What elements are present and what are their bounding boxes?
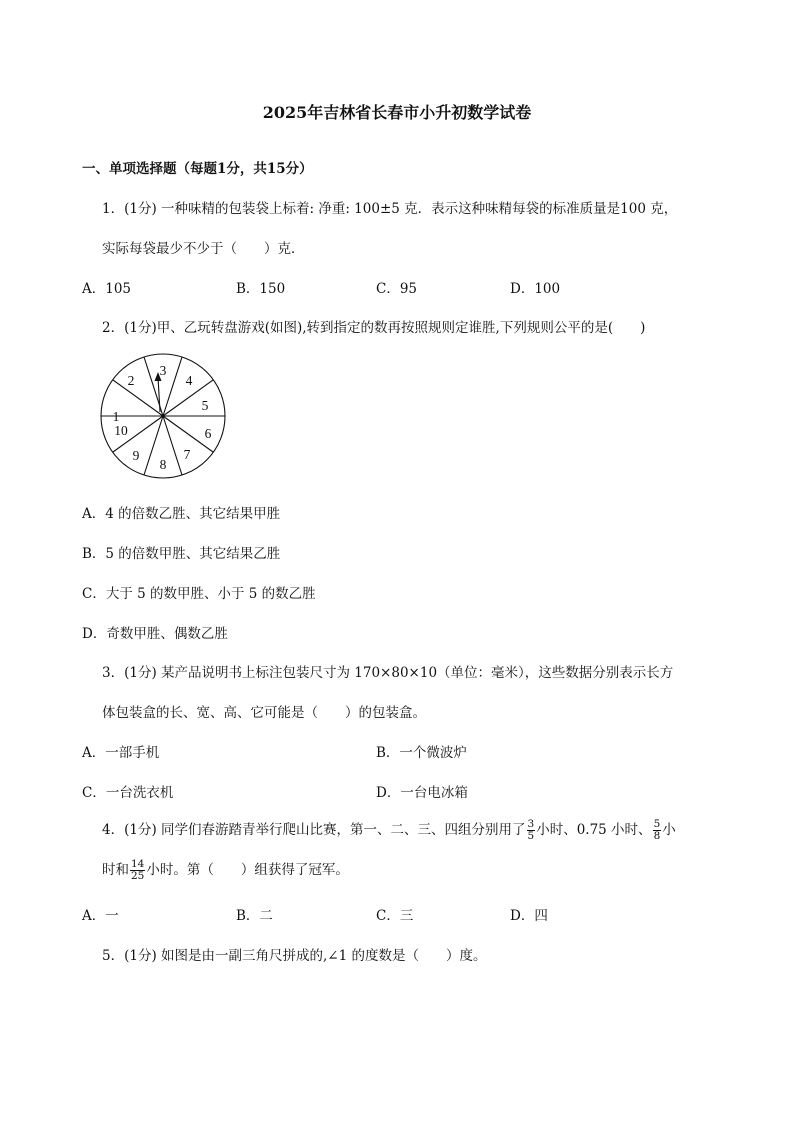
spinner-number-1: 1: [112, 409, 120, 424]
q1-option-c: C．95: [376, 281, 418, 297]
spinner-figure: [96, 350, 232, 482]
spinner-number-10: 10: [114, 423, 128, 438]
question-1-line-1: 1．(1分) 一种味精的包装袋上标着: 净重: 100±5 克．表示这种味精每袋的标准质量是100 克，: [102, 201, 678, 217]
spinner-number-5: 5: [201, 398, 209, 413]
q3-option-d: D．一台电冰箱: [376, 785, 468, 801]
q4-text-part-3: 小: [662, 822, 676, 838]
question-5-line-1: 5．(1分) 如图是由一副三角尺拼成的,∠1 的度数是（ ）度。: [102, 948, 487, 964]
q4-text-part-2: 小时、0.75 小时、: [536, 822, 652, 838]
q1-option-d: D．100: [510, 281, 561, 297]
page-title: 2025年吉林省长春市小升初数学试卷: [262, 103, 532, 122]
q2-option-a: A．4 的倍数乙胜、其它结果甲胜: [82, 506, 281, 522]
spinner-number-9: 9: [132, 448, 140, 463]
spinner-number-7: 7: [183, 447, 191, 462]
fraction-5-8: [653, 819, 662, 842]
q4-text-part-5: 小时。第（ ）组获得了冠军。: [146, 862, 349, 878]
q3-option-a: A．一部手机: [82, 745, 160, 761]
q1-option-b: B．150: [236, 281, 286, 297]
spinner-number-4: 4: [185, 373, 193, 388]
fraction-numerator: 14: [131, 858, 145, 870]
question-4-line-1: [102, 815, 676, 845]
fraction-3-5: [527, 819, 536, 842]
fraction-denominator: 25: [131, 870, 145, 882]
q1-option-a: A．105: [82, 281, 132, 297]
spinner-number-2: 2: [127, 373, 135, 388]
q4-text-part-1: 4．(1分) 同学们春游踏青举行爬山比赛，第一、二、三、四组分别用了: [102, 822, 526, 838]
spinner-number-6: 6: [204, 426, 212, 441]
fraction-denominator: 8: [653, 830, 661, 842]
question-2-line-1: 2．(1分)甲、乙玩转盘游戏(如图),转到指定的数再按照规则定谁胜,下列规则公平的是( ): [102, 320, 646, 336]
spinner-number-8: 8: [159, 457, 167, 472]
fraction-denominator: 5: [527, 830, 535, 842]
q4-option-c: C．三: [376, 908, 414, 924]
q4-option-a: A．一: [82, 908, 119, 924]
question-3-line-1: 3．(1分) 某产品说明书上标注包装尺寸为 170×80×10（单位：毫米），这些数据分别表示长方: [102, 665, 674, 681]
q4-option-d: D．四: [510, 908, 548, 924]
q4-text-part-4: 时和: [102, 862, 129, 878]
question-3-line-2: 体包装盒的长、宽、高、它可能是（ ）的包装盒。: [102, 705, 426, 721]
q2-option-c: C．大于 5 的数甲胜、小于 5 的数乙胜: [82, 586, 316, 602]
spinner-number-3: 3: [159, 363, 167, 378]
section-heading: 一、单项选择题（每题1分，共15分）: [82, 161, 313, 177]
q4-option-b: B．二: [236, 908, 273, 924]
q2-option-d: D．奇数甲胜、偶数乙胜: [82, 626, 228, 642]
question-4-line-2: [102, 855, 349, 885]
fraction-14-25: [130, 859, 145, 882]
spinner-pointer: [158, 377, 160, 412]
q2-option-b: B．5 的倍数甲胜、其它结果乙胜: [82, 546, 281, 562]
fraction-numerator: 5: [653, 818, 661, 830]
fraction-numerator: 3: [527, 818, 535, 830]
q3-option-c: C．一台洗衣机: [82, 785, 174, 801]
q3-option-b: B．一个微波炉: [376, 745, 467, 761]
question-1-line-2: 实际每袋最少不少于（ ）克．: [102, 241, 305, 257]
